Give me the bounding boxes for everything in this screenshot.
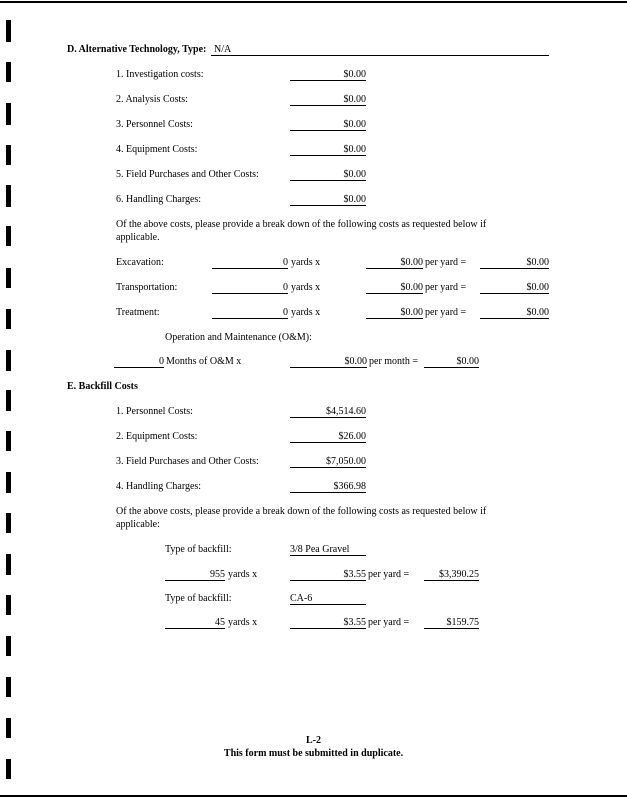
transportation-qty: 0	[212, 282, 288, 294]
d-item-value: $0.00	[290, 169, 366, 181]
punch-hole	[6, 636, 11, 656]
backfill-per: per yard =	[368, 617, 410, 628]
scan-top-edge	[0, 1, 627, 3]
d-item-value: $0.00	[290, 144, 366, 156]
backfill-unit: yards x	[228, 569, 258, 580]
om-per: per month =	[369, 356, 418, 367]
backfill-unit: yards x	[228, 617, 258, 628]
punch-hole	[6, 145, 11, 165]
alt-tech-type-value: N/A	[214, 44, 232, 55]
excavation-per: per yard =	[425, 257, 467, 268]
backfill-total: $159.75	[424, 617, 479, 629]
punch-hole	[6, 268, 11, 288]
page-number: L-2	[306, 735, 321, 746]
d-item-label: 6. Handling Charges:	[116, 194, 202, 205]
backfill-qty: 45	[165, 617, 225, 629]
punch-hole	[6, 103, 11, 125]
punch-hole	[6, 62, 11, 82]
section-d-heading: D. Alternative Technology, Type:	[67, 44, 207, 55]
d-item-label: 1. Investigation costs:	[116, 69, 204, 80]
d-item-label: 5. Field Purchases and Other Costs:	[116, 169, 259, 180]
e-item-value: $366.98	[290, 481, 366, 493]
backfill-type-label: Type of backfill:	[165, 593, 232, 604]
punch-hole	[6, 513, 11, 533]
d-item-value: $0.00	[290, 194, 366, 206]
punch-hole	[6, 554, 11, 575]
treatment-qty: 0	[212, 307, 288, 319]
treatment-rate: $0.00	[366, 307, 423, 319]
transportation-unit: yards x	[291, 282, 321, 293]
treatment-label: Treatment:	[116, 307, 160, 318]
excavation-unit: yards x	[291, 257, 321, 268]
d-breakdown-note-cont: applicable.	[116, 232, 160, 243]
e-item-value: $4,514.60	[290, 406, 366, 418]
d-item-value: $0.00	[290, 69, 366, 81]
backfill-per: per yard =	[368, 569, 410, 580]
treatment-total: $0.00	[480, 307, 549, 319]
punch-hole	[6, 20, 11, 42]
backfill-rate: $3.55	[290, 617, 366, 629]
punch-hole	[6, 390, 11, 411]
om-unit: Months of O&M x	[166, 356, 242, 367]
e-item-value: $7,050.00	[290, 456, 366, 468]
scan-bottom-edge	[0, 795, 627, 797]
treatment-per: per yard =	[425, 307, 467, 318]
punch-hole	[6, 759, 11, 779]
backfill-rate: $3.55	[290, 569, 366, 581]
transportation-total: $0.00	[480, 282, 549, 294]
transportation-per: per yard =	[425, 282, 467, 293]
excavation-label: Excavation:	[116, 257, 164, 268]
section-e-heading: E. Backfill Costs	[67, 381, 138, 392]
om-qty: 0	[114, 356, 164, 368]
d-item-label: 3. Personnel Costs:	[116, 119, 193, 130]
punch-hole	[6, 226, 11, 246]
e-item-label: 3. Field Purchases and Other Costs:	[116, 456, 259, 467]
punch-hole	[6, 677, 11, 697]
transportation-label: Transportation:	[116, 282, 178, 293]
d-item-value: $0.00	[290, 94, 366, 106]
e-item-label: 1. Personnel Costs:	[116, 406, 193, 417]
punch-hole	[6, 350, 11, 371]
excavation-total: $0.00	[480, 257, 549, 269]
om-total: $0.00	[424, 356, 479, 368]
e-item-label: 4. Handling Charges:	[116, 481, 202, 492]
footer-note: This form must be submitted in duplicate.	[223, 748, 404, 759]
backfill-type-label: Type of backfill:	[165, 544, 232, 555]
punch-hole	[6, 472, 11, 493]
punch-hole	[6, 309, 11, 329]
excavation-qty: 0	[212, 257, 288, 269]
treatment-unit: yards x	[291, 307, 321, 318]
punch-hole	[6, 185, 11, 207]
backfill-total: $3,390.25	[424, 569, 479, 581]
excavation-rate: $0.00	[366, 257, 423, 269]
d-item-value: $0.00	[290, 119, 366, 131]
punch-hole	[6, 431, 11, 451]
transportation-rate: $0.00	[366, 282, 423, 294]
om-heading: Operation and Maintenance (O&M):	[165, 332, 312, 343]
e-item-label: 2. Equipment Costs:	[116, 431, 198, 442]
e-item-value: $26.00	[290, 431, 366, 443]
d-item-label: 4. Equipment Costs:	[116, 144, 198, 155]
alt-tech-type-field	[211, 44, 549, 56]
backfill-type-value: 3/8 Pea Gravel	[290, 544, 366, 556]
punch-hole	[6, 595, 11, 615]
d-breakdown-note: Of the above costs, please provide a break down of the following costs as requested below if	[116, 219, 487, 230]
backfill-type-value: CA-6	[290, 593, 366, 605]
e-breakdown-note-cont: applicable:	[116, 519, 160, 530]
d-item-label: 2. Analysis Costs:	[116, 94, 188, 105]
om-rate: $0.00	[290, 356, 367, 368]
backfill-qty: 955	[165, 569, 225, 581]
e-breakdown-note: Of the above costs, please provide a break down of the following costs as requested below if	[116, 506, 487, 517]
